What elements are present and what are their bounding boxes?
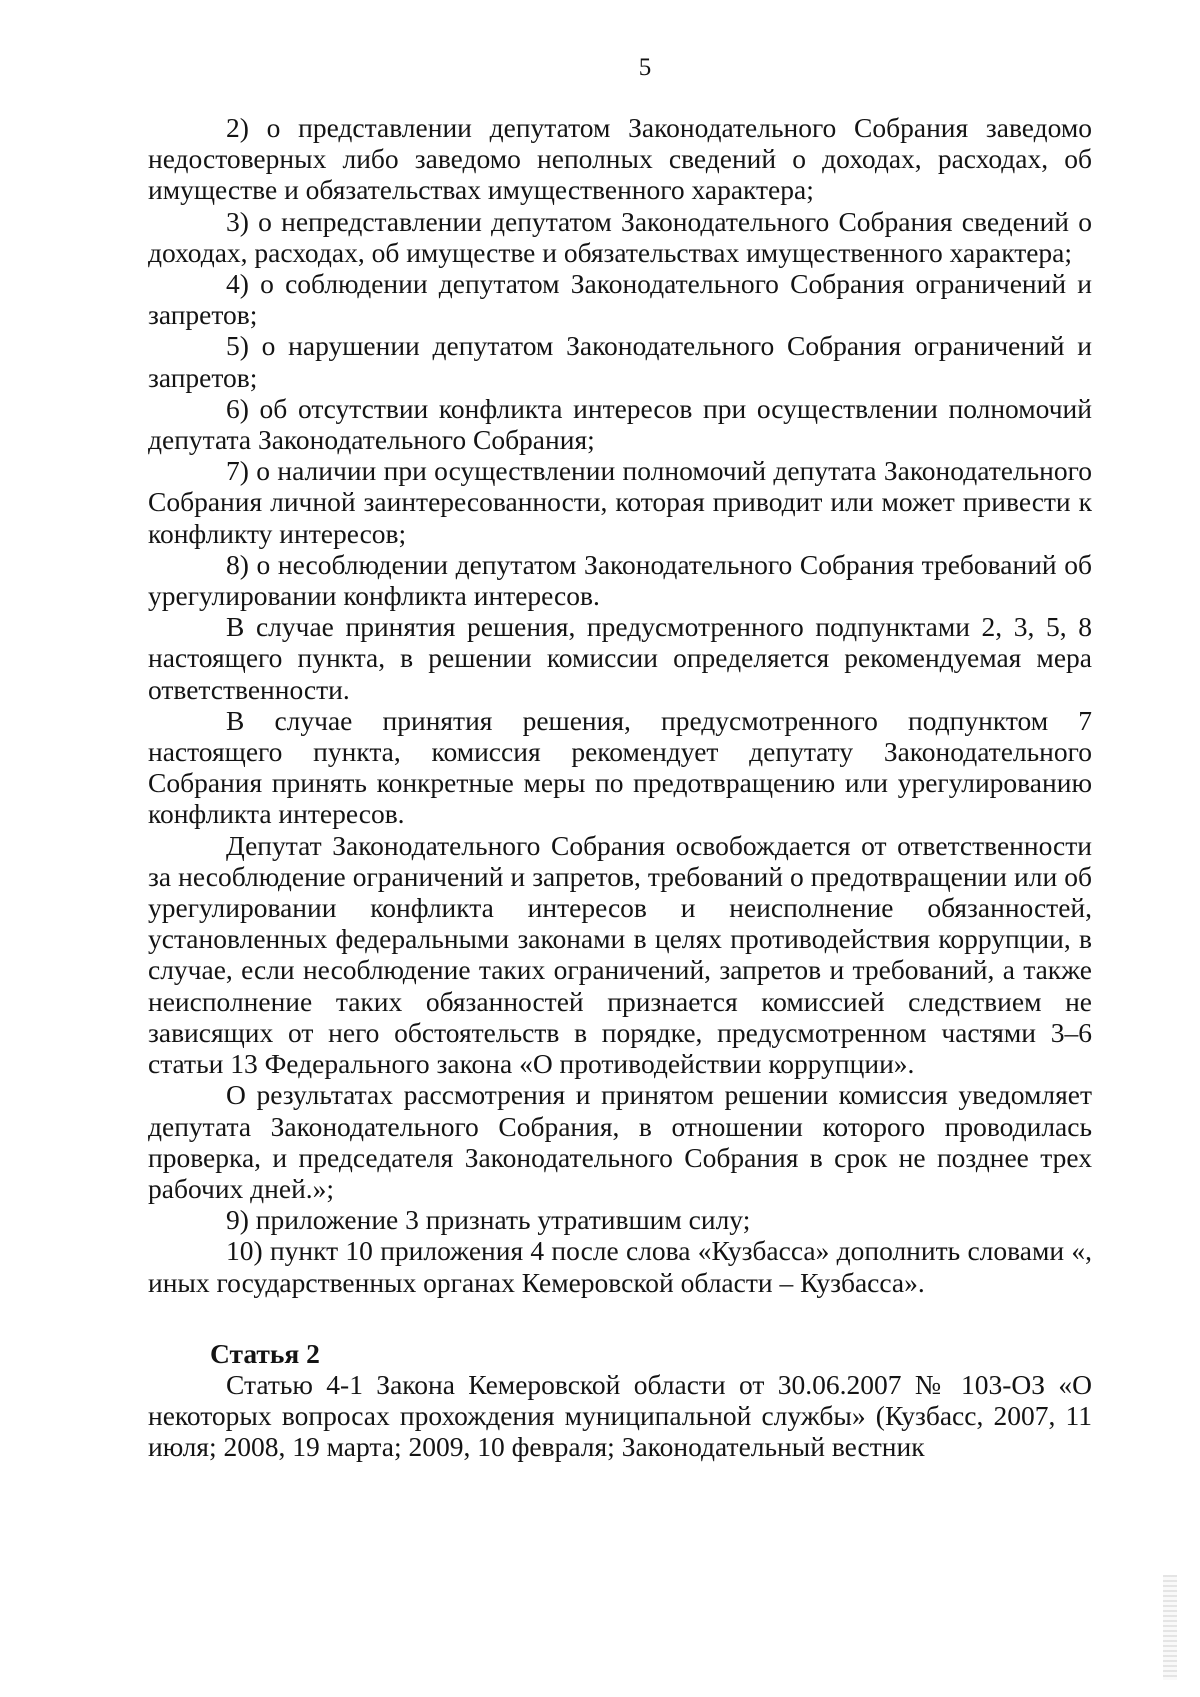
paragraph-item-7: 7) о наличии при осуществлении полномочий депутата Законодательного Собрания личной заинтересованности, которая приводит или может привести к конфликту интересов; (148, 455, 1092, 549)
paragraph-item-3: 3) о непредставлении депутатом Законодательного Собрания сведений о доходах, расходах, об имуществе и обязательствах имущественного характера; (148, 205, 1092, 268)
paragraph-item-4: 4) о соблюдении депутатом Законодательного Собрания ограничений и запретов; (148, 268, 1092, 331)
paragraph-responsibility-measure: В случае принятия решения, предусмотренного подпунктами 2, 3, 5, 8 настоящего пункта, в решении комиссии определяется рекомендуемая мера ответственности. (148, 611, 1092, 705)
article-heading: Статья 2 (210, 1337, 320, 1369)
page-number: 5 (638, 54, 652, 81)
paragraph-liability-exemption: Депутат Законодательного Собрания освобождается от ответственности за несоблюдение ограничений и запретов, требований о предотвращении или об урегулировании конфликта интересов и неисполнение обязанностей, установленных федеральными законами в целях противодействия коррупции, в случае, если несоблюдение таких ограничений, запретов и требований, а также неисполнение таких обязанностей признается комиссией следствием не зависящих от него обстоятельств в порядке, предусмотренном частями 3–6 статьи 13 Федерального закона «О противодействии коррупции». (148, 829, 1092, 1080)
scan-artifact (1163, 1575, 1177, 1680)
paragraph-item-2: 2) о представлении депутатом Законодательного Собрания заведомо недостоверных либо заведомо неполных сведений о доходах, расходах, об имуществе и обязательствах имущественного характера; (148, 112, 1092, 206)
paragraph-item-9: 9) приложение 3 признать утратившим силу; (226, 1204, 751, 1236)
paragraph-notification: О результатах рассмотрения и принятом решении комиссия уведомляет депутата Законодательного Собрания, в отношении которого проводилась проверка, и председателя Законодательного Собрания в срок не позднее трех рабочих дней.»; (148, 1079, 1092, 1204)
paragraph-conflict-recommendation: В случае принятия решения, предусмотренного подпунктом 7 настоящего пункта, комиссия рекомендует депутату Законодательного Собрания принять конкретные меры по предотвращению или урегулированию конфликта интересов. (148, 704, 1092, 830)
paragraph-item-6: 6) об отсутствии конфликта интересов при осуществлении полномочий депутата Законодательного Собрания; (148, 392, 1092, 456)
paragraph-item-10: 10) пункт 10 приложения 4 после слова «Кузбасса» дополнить словами «, иных государственных органах Кемеровской области – Кузбасса». (148, 1235, 1092, 1298)
article-text: Статью 4-1 Закона Кемеровской области от 30.06.2007 № 103-ОЗ «О некоторых вопросах прохождения муниципальной службы» (Кузбасс, 2007, 11 июля; 2008, 19 марта; 2009, 10 февраля; Законодательный вестник (148, 1368, 1092, 1463)
paragraph-item-8: 8) о несоблюдении депутатом Законодательного Собрания требований об урегулировании конфликта интересов. (148, 548, 1092, 612)
paragraph-item-5: 5) о нарушении депутатом Законодательного Собрания ограничений и запретов; (148, 330, 1092, 393)
document-body (148, 112, 1092, 1463)
